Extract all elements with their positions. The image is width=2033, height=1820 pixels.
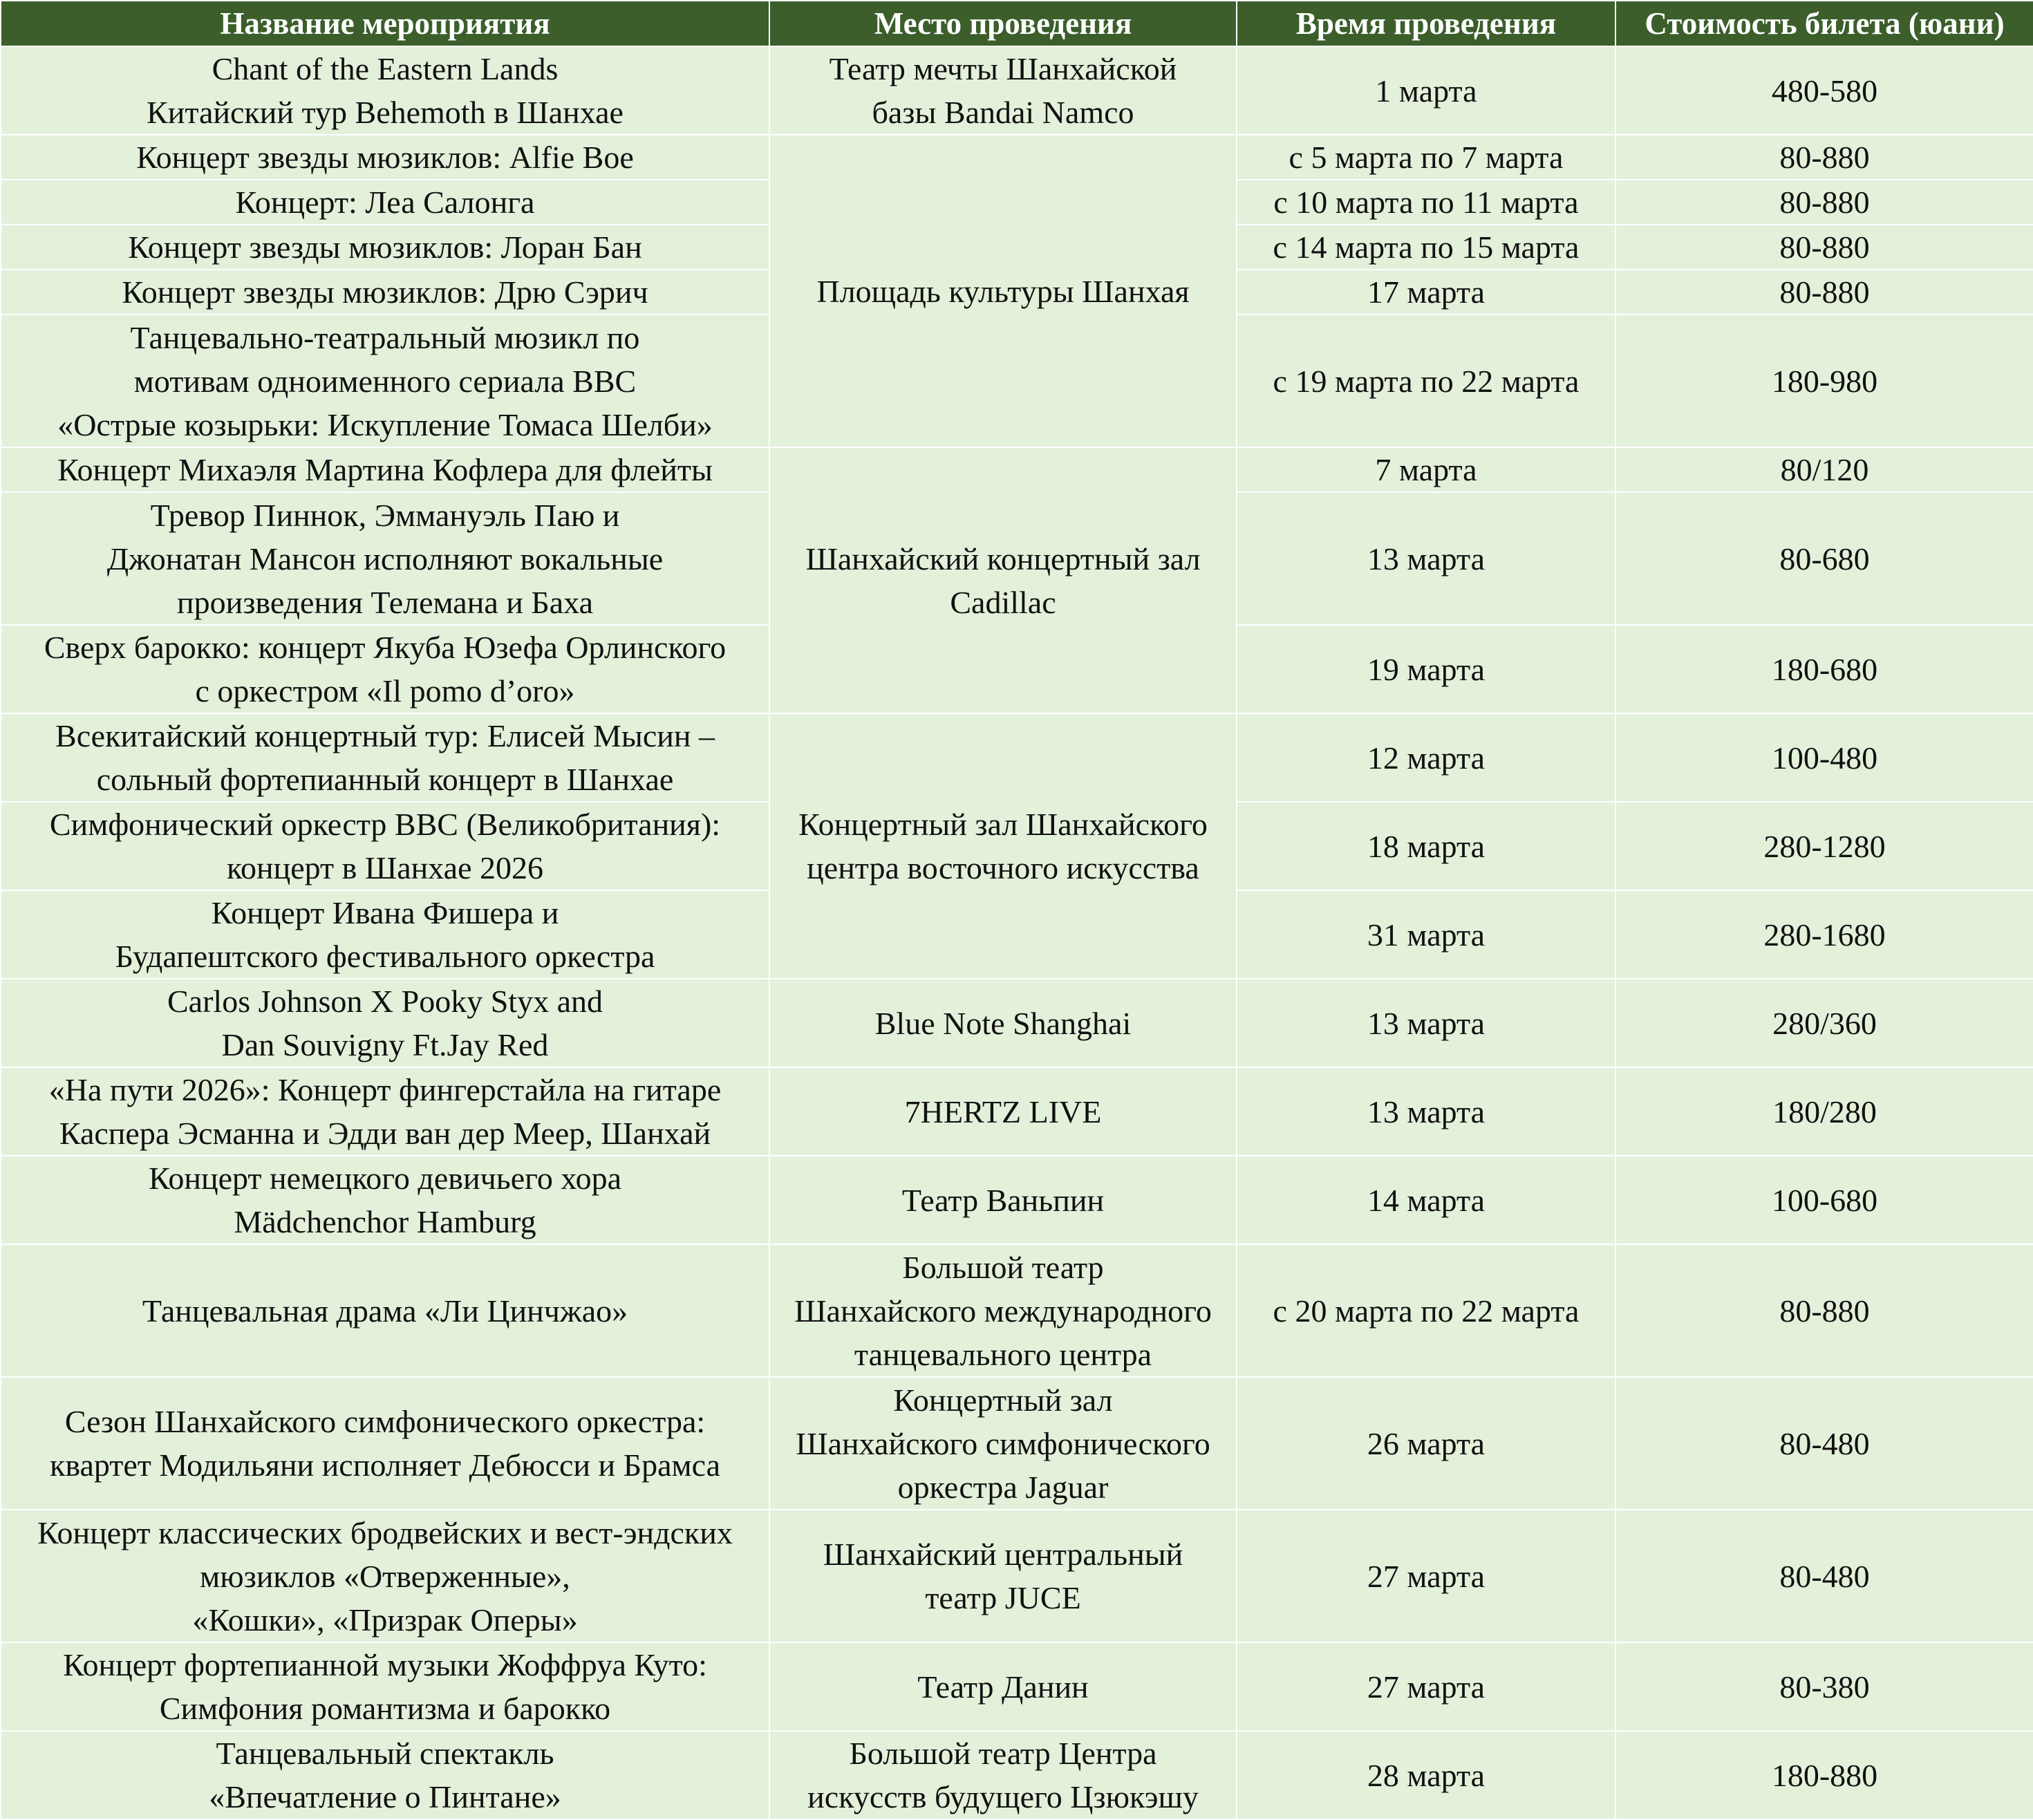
venue-cell: 7HERTZ LIVE bbox=[769, 1067, 1237, 1156]
event-name-cell: Концерт фортепианной музыки Жоффруа Куто: Симфония романтизма и барокко bbox=[1, 1642, 769, 1731]
table-row bbox=[1, 1156, 2033, 1244]
price-cell: 80/120 bbox=[1615, 447, 2033, 492]
time-cell: с 20 марта по 22 марта bbox=[1237, 1244, 1615, 1377]
event-name-cell: Концерт звезды мюзиклов: Alfie Boe bbox=[1, 135, 769, 180]
time-cell: с 14 марта по 15 марта bbox=[1237, 225, 1615, 270]
event-name-cell: Концерт Ивана Фишера и Будапештского фестивального оркестра bbox=[1, 890, 769, 979]
venue-cell: Театр Ваньпин bbox=[769, 1156, 1237, 1244]
time-cell: 19 марта bbox=[1237, 625, 1615, 713]
table-row bbox=[1, 447, 2033, 492]
price-cell: 180-880 bbox=[1615, 1731, 2033, 1819]
table-row bbox=[1, 46, 2033, 135]
table-row bbox=[1, 1642, 2033, 1731]
event-name-cell: Концерт звезды мюзиклов: Лоран Бан bbox=[1, 225, 769, 270]
price-cell: 100-680 bbox=[1615, 1156, 2033, 1244]
venue-cell: Большой театр Шанхайского международного танцевального центра bbox=[769, 1244, 1237, 1377]
header-time: Время проведения bbox=[1237, 1, 1615, 46]
event-name-cell: Танцевальная драма «Ли Цинчжао» bbox=[1, 1244, 769, 1377]
time-cell: 28 марта bbox=[1237, 1731, 1615, 1819]
time-cell: 1 марта bbox=[1237, 46, 1615, 135]
price-cell: 80-880 bbox=[1615, 270, 2033, 315]
event-name-cell: «На пути 2026»: Концерт фингерстайла на гитаре Каспера Эсманна и Эдди ван дер Меер, Шанхай bbox=[1, 1067, 769, 1156]
time-cell: 14 марта bbox=[1237, 1156, 1615, 1244]
time-cell: 18 марта bbox=[1237, 802, 1615, 890]
table-row bbox=[1, 1377, 2033, 1510]
event-name-cell: Танцевально-театральный мюзикл по мотивам одноименного сериала BBC «Острые козырьки: Искупление Томаса Шелби» bbox=[1, 315, 769, 447]
header-price: Стоимость билета (юани) bbox=[1615, 1, 2033, 46]
price-cell: 180-980 bbox=[1615, 315, 2033, 447]
time-cell: 26 марта bbox=[1237, 1377, 1615, 1510]
venue-cell: Театр мечты Шанхайской базы Bandai Namco bbox=[769, 46, 1237, 135]
header-venue: Место проведения bbox=[769, 1, 1237, 46]
time-cell: с 19 марта по 22 марта bbox=[1237, 315, 1615, 447]
table-row bbox=[1, 713, 2033, 802]
event-name-cell: Концерт звезды мюзиклов: Дрю Сэрич bbox=[1, 270, 769, 315]
price-cell: 100-480 bbox=[1615, 713, 2033, 802]
event-name-cell: Carlos Johnson X Pooky Styx and Dan Souvigny Ft.Jay Red bbox=[1, 979, 769, 1067]
time-cell: 13 марта bbox=[1237, 1067, 1615, 1156]
price-cell: 80-880 bbox=[1615, 225, 2033, 270]
table-row bbox=[1, 1731, 2033, 1819]
price-cell: 80-880 bbox=[1615, 180, 2033, 225]
time-cell: с 5 марта по 7 марта bbox=[1237, 135, 1615, 180]
price-cell: 180-680 bbox=[1615, 625, 2033, 713]
price-cell: 280-1680 bbox=[1615, 890, 2033, 979]
venue-cell: Театр Данин bbox=[769, 1642, 1237, 1731]
time-cell: с 10 марта по 11 марта bbox=[1237, 180, 1615, 225]
venue-cell: Концертный зал Шанхайского центра восточного искусства bbox=[769, 713, 1237, 979]
price-cell: 480-580 bbox=[1615, 46, 2033, 135]
header-row bbox=[1, 1, 2033, 46]
table-row bbox=[1, 1244, 2033, 1377]
time-cell: 17 марта bbox=[1237, 270, 1615, 315]
table-row bbox=[1, 1067, 2033, 1156]
table-row bbox=[1, 1510, 2033, 1642]
price-cell: 80-480 bbox=[1615, 1510, 2033, 1642]
event-name-cell: Chant of the Eastern Lands Китайский тур Behemoth в Шанхае bbox=[1, 46, 769, 135]
event-name-cell: Концерт: Леа Салонга bbox=[1, 180, 769, 225]
price-cell: 80-680 bbox=[1615, 492, 2033, 625]
event-name-cell: Танцевальный спектакль «Впечатление о Пинтане» bbox=[1, 1731, 769, 1819]
venue-cell: Шанхайский концертный зал Cadillac bbox=[769, 447, 1237, 713]
table-row bbox=[1, 135, 2033, 180]
price-cell: 180/280 bbox=[1615, 1067, 2033, 1156]
price-cell: 80-480 bbox=[1615, 1377, 2033, 1510]
venue-cell: Площадь культуры Шанхая bbox=[769, 135, 1237, 447]
header-event-name: Название мероприятия bbox=[1, 1, 769, 46]
venue-cell: Большой театр Центра искусств будущего Цзюкэшу bbox=[769, 1731, 1237, 1819]
event-name-cell: Тревор Пиннок, Эммануэль Паю и Джонатан Мансон исполняют вокальные произведения Телемана и Баха bbox=[1, 492, 769, 625]
event-name-cell: Сезон Шанхайского симфонического оркестра: квартет Модильяни исполняет Дебюсси и Брамса bbox=[1, 1377, 769, 1510]
time-cell: 27 марта bbox=[1237, 1642, 1615, 1731]
time-cell: 7 марта bbox=[1237, 447, 1615, 492]
time-cell: 13 марта bbox=[1237, 492, 1615, 625]
price-cell: 80-380 bbox=[1615, 1642, 2033, 1731]
event-name-cell: Сверх барокко: концерт Якуба Юзефа Орлинского с оркестром «Il pomo d’oro» bbox=[1, 625, 769, 713]
time-cell: 27 марта bbox=[1237, 1510, 1615, 1642]
price-cell: 280-1280 bbox=[1615, 802, 2033, 890]
venue-cell: Blue Note Shanghai bbox=[769, 979, 1237, 1067]
venue-cell: Концертный зал Шанхайского симфонического оркестра Jaguar bbox=[769, 1377, 1237, 1510]
price-cell: 80-880 bbox=[1615, 135, 2033, 180]
time-cell: 31 марта bbox=[1237, 890, 1615, 979]
table-row bbox=[1, 979, 2033, 1067]
price-cell: 80-880 bbox=[1615, 1244, 2033, 1377]
event-name-cell: Концерт немецкого девичьего хора Mädchenchor Hamburg bbox=[1, 1156, 769, 1244]
time-cell: 13 марта bbox=[1237, 979, 1615, 1067]
venue-cell: Шанхайский центральный театр JUCE bbox=[769, 1510, 1237, 1642]
event-name-cell: Концерт Михаэля Мартина Кофлера для флейты bbox=[1, 447, 769, 492]
price-cell: 280/360 bbox=[1615, 979, 2033, 1067]
event-name-cell: Концерт классических бродвейских и вест-эндских мюзиклов «Отверженные», «Кошки», «Призрак Оперы» bbox=[1, 1510, 769, 1642]
event-name-cell: Симфонический оркестр BBC (Великобритания): концерт в Шанхае 2026 bbox=[1, 802, 769, 890]
time-cell: 12 марта bbox=[1237, 713, 1615, 802]
event-name-cell: Всекитайский концертный тур: Елисей Мысин – сольный фортепианный концерт в Шанхае bbox=[1, 713, 769, 802]
